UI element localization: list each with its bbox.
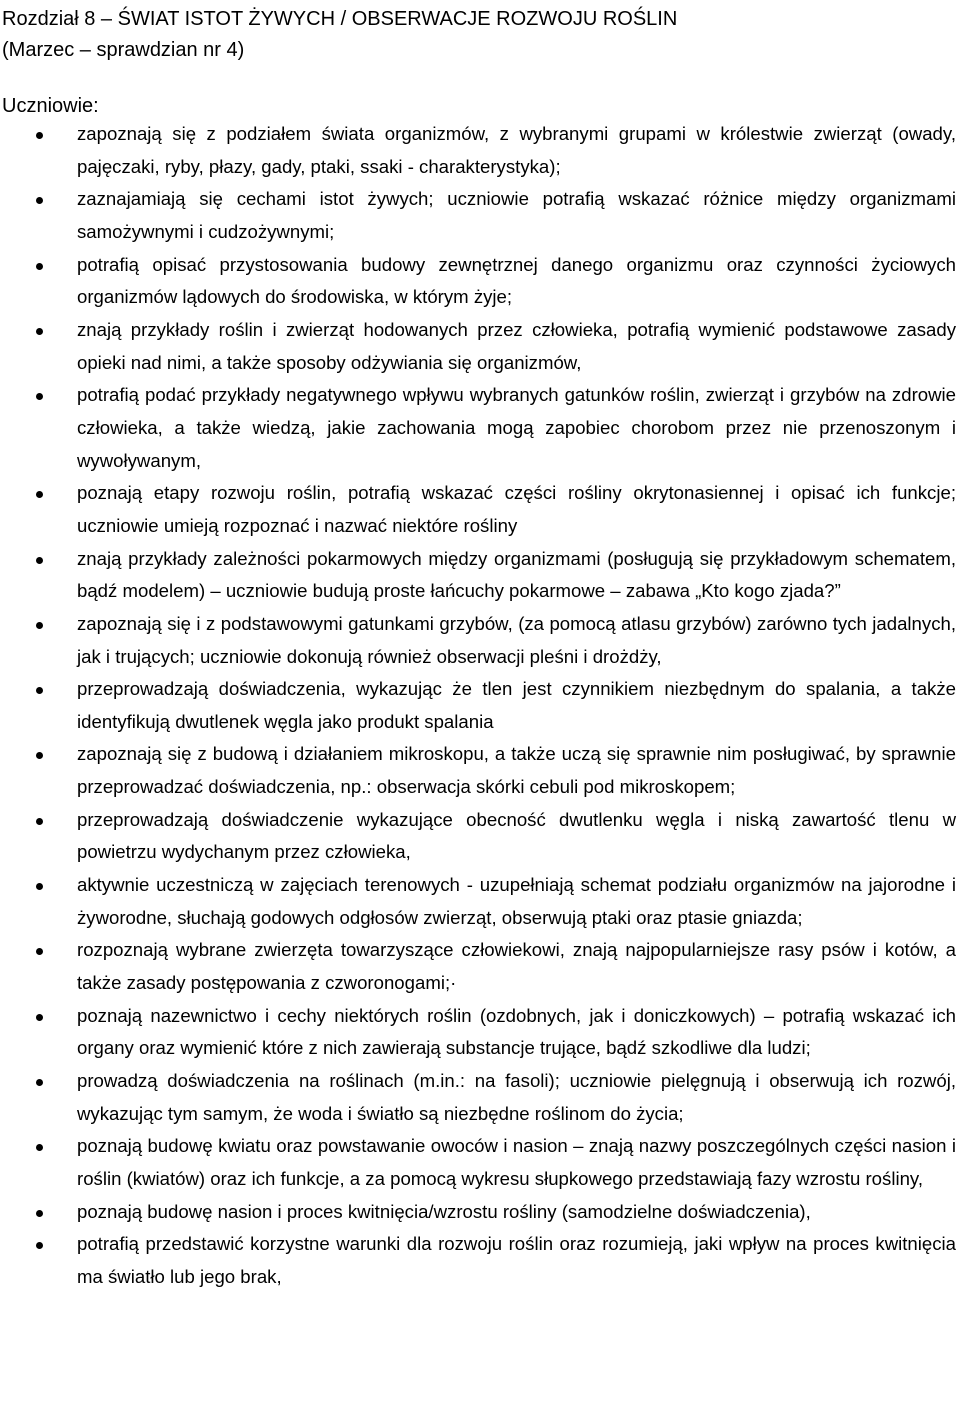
list-item	[0, 934, 960, 999]
list-item	[0, 379, 960, 477]
list-item	[0, 1065, 960, 1130]
list-item	[0, 804, 960, 869]
list-item	[0, 118, 960, 183]
chapter-title-line-2: (Marzec – sprawdzian nr 4)	[2, 39, 245, 61]
chapter-title	[2, 4, 952, 66]
list-item	[0, 1228, 960, 1293]
list-item	[0, 1000, 960, 1065]
list-item	[0, 1196, 960, 1229]
list-item-text: poznają budowę kwiatu oraz powstawanie owoców i nasion – znają nazwy poszczególnych części nasion i roślin (kwiatów) oraz ich funkcje, a za pomocą wykresu słupkowego przedstawiają fazy wzrostu rośliny,	[77, 1135, 956, 1189]
bullet-icon	[36, 132, 43, 139]
list-item-text: potrafią przedstawić korzystne warunki dla rozwoju roślin oraz rozumieją, jaki wpływ na proces kwitnięcia ma światło lub jego brak,	[77, 1233, 956, 1287]
bullet-icon	[36, 263, 43, 270]
bullet-icon	[36, 1144, 43, 1151]
list-item-text: przeprowadzają doświadczenia, wykazując że tlen jest czynnikiem niezbędnym do spalania, a także identyfikują dwutlenek węgla jako produkt spalania	[77, 678, 956, 732]
chapter-title-line-1: Rozdział 8 – ŚWIAT ISTOT ŻYWYCH / OBSERWACJE ROZWOJU ROŚLIN	[2, 8, 678, 30]
list-item-text: aktywnie uczestniczą w zajęciach terenowych - uzupełniają schemat podziału organizmów na jajorodne i żyworodne, słuchają godowych odgłosów zwierząt, obserwują ptaki oraz ptasie gniazda;	[77, 874, 956, 928]
bullet-icon	[36, 393, 43, 400]
objectives-list	[0, 118, 960, 1294]
bullet-icon	[36, 1210, 43, 1217]
bullet-icon	[36, 1079, 43, 1086]
list-item-text: zapoznają się z budową i działaniem mikroskopu, a także uczą się sprawnie nim posługiwać, by sprawnie przeprowadzać doświadczenia, np.: obserwacja skórki cebuli pod mikroskopem;	[77, 743, 956, 798]
list-item-text: zapoznają się z podziałem świata organizmów, z wybranymi grupami w królestwie zwierząt (owady, pajęczaki, ryby, płazy, gady, ptaki, ssaki - charakterystyka);	[77, 123, 956, 177]
list-item-text: znają przykłady zależności pokarmowych między organizmami (posługują się przykładowym schematem, bądź modelem) – uczniowie budują proste łańcuchy pokarmowe – zabawa „Kto kogo zjada?”	[77, 547, 956, 602]
list-item-text: potrafią podać przykłady negatywnego wpływu wybranych gatunków roślin, zwierząt i grzybów na zdrowie człowieka, a także wiedzą, jakie zachowania mogą zapobiec chorobom przez nie przenoszonym i wywoływanym,	[77, 384, 956, 471]
bullet-icon	[36, 557, 43, 564]
list-item-text: zaznajamiają się cechami istot żywych; uczniowie potrafią wskazać różnice między organizmami samożywnymi i cudzożywnymi;	[77, 188, 956, 242]
list-item-text: poznają budowę nasion i proces kwitnięcia/wzrostu rośliny (samodzielne doświadczenia),	[77, 1200, 811, 1222]
list-item	[0, 608, 960, 673]
bullet-icon	[36, 752, 43, 759]
list-item	[0, 673, 960, 738]
list-item-text: znają przykłady roślin i zwierząt hodowanych przez człowieka, potrafią wymienić podstawowe zasady opieki nad nimi, a także sposoby odżywiania się organizmów,	[77, 318, 956, 373]
bullet-icon	[36, 491, 43, 498]
list-item	[0, 183, 960, 248]
bullet-icon	[36, 328, 43, 335]
list-item-text: poznają nazewnictwo i cechy niektórych roślin (ozdobnych, jak i doniczkowych) – potrafią wskazać ich organy oraz wymienić które z nich zawierają substancje trujące, bądź szkodliwe dla ludzi;	[77, 1004, 956, 1059]
list-item-text: prowadzą doświadczenia na roślinach (m.in.: na fasoli); uczniowie pielęgnują i obserwują ich rozwój, wykazując tym samym, że woda i światło są niezbędne roślinom do życia;	[77, 1070, 956, 1124]
list-item	[0, 543, 960, 608]
list-item-text: zapoznają się i z podstawowymi gatunkami grzybów, (za pomocą atlasu grzybów) zarówno tych jadalnych, jak i trujących; uczniowie dokonują również obserwacji pleśni i drożdży,	[77, 612, 956, 667]
bullet-icon	[36, 1014, 43, 1021]
bullet-icon	[36, 818, 43, 825]
list-item	[0, 869, 960, 934]
list-item-text: rozpoznają wybrane zwierzęta towarzyszące człowiekowi, znają najpopularniejsze rasy psów i kotów, a także zasady postępowania z czworonogami;·	[77, 939, 956, 994]
list-item	[0, 314, 960, 379]
list-item-text: poznają etapy rozwoju roślin, potrafią wskazać części rośliny okrytonasiennej i opisać ich funkcje; uczniowie umieją rozpoznać i nazwać niektóre rośliny	[77, 482, 956, 536]
list-item	[0, 738, 960, 803]
bullet-icon	[36, 883, 43, 890]
bullet-icon	[36, 1242, 43, 1249]
students-label: Uczniowie:	[2, 95, 99, 117]
list-item	[0, 1130, 960, 1195]
list-item-text: potrafią opisać przystosowania budowy zewnętrznej danego organizmu oraz czynności życiowych organizmów lądowych do środowiska, w którym żyje;	[77, 253, 956, 308]
list-item-text: przeprowadzają doświadczenie wykazujące obecność dwutlenku węgla i niską zawartość tlenu w powietrzu wydychanym przez człowieka,	[77, 808, 956, 863]
list-item	[0, 477, 960, 542]
bullet-icon	[36, 948, 43, 955]
bullet-icon	[36, 197, 43, 204]
bullet-icon	[36, 622, 43, 629]
list-item	[0, 249, 960, 314]
bullet-icon	[36, 687, 43, 694]
